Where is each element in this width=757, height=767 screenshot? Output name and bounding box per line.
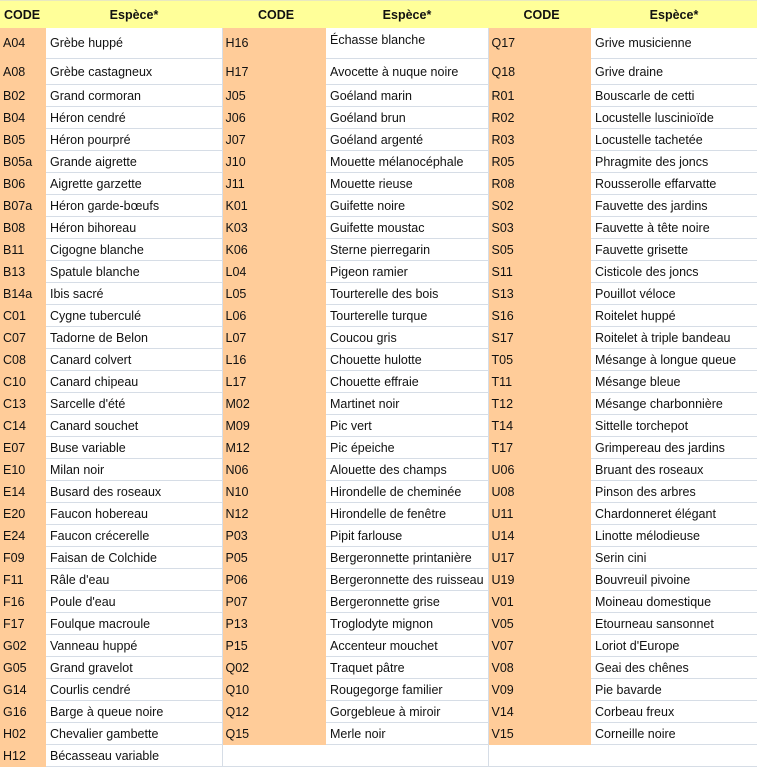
cell-code-3[interactable]: T05 <box>488 349 591 371</box>
cell-species-3[interactable]: Sittelle torchepot <box>591 415 757 437</box>
cell-species-1[interactable]: Grèbe castagneux <box>46 59 222 85</box>
cell-species-1[interactable]: Grande aigrette <box>46 151 222 173</box>
table-row <box>0 591 757 613</box>
table-row <box>0 327 757 349</box>
table-row <box>0 635 757 657</box>
table-row <box>0 459 757 481</box>
cell-species-2[interactable]: Pigeon ramier <box>326 261 488 283</box>
cell-code-2[interactable]: P15 <box>222 635 326 657</box>
cell-species-3[interactable]: Geai des chênes <box>591 657 757 679</box>
cell-code-2[interactable]: L05 <box>222 283 326 305</box>
cell-code-1[interactable]: B05a <box>0 151 46 173</box>
cell-species-3[interactable]: Fauvette à tête noire <box>591 217 757 239</box>
table-row <box>0 481 757 503</box>
cell-species-1[interactable]: Ibis sacré <box>46 283 222 305</box>
table-row <box>0 613 757 635</box>
cell-code-1[interactable]: E20 <box>0 503 46 525</box>
cell-code-1[interactable]: F09 <box>0 547 46 569</box>
cell-species-3[interactable]: Linotte mélodieuse <box>591 525 757 547</box>
cell-code-1[interactable]: H02 <box>0 723 46 745</box>
cell-code-2[interactable]: H16 <box>222 28 326 59</box>
cell-species-3[interactable]: Pinson des arbres <box>591 481 757 503</box>
table-row <box>0 393 757 415</box>
table-row <box>0 151 757 173</box>
table-row <box>0 283 757 305</box>
cell-code-2[interactable]: N06 <box>222 459 326 481</box>
cell-code-2[interactable]: J05 <box>222 85 326 107</box>
table-row <box>0 547 757 569</box>
cell-code-1[interactable]: F17 <box>0 613 46 635</box>
cell-code-3[interactable]: V14 <box>488 701 591 723</box>
cell-code-1[interactable]: F16 <box>0 591 46 613</box>
cell-species-2[interactable]: Martinet noir <box>326 393 488 415</box>
cell-code-1[interactable]: C14 <box>0 415 46 437</box>
cell-code-2[interactable]: P03 <box>222 525 326 547</box>
cell-species-1[interactable]: Héron bihoreau <box>46 217 222 239</box>
cell-species-3[interactable]: Cisticole des joncs <box>591 261 757 283</box>
cell-species-2[interactable]: Rougegorge familier <box>326 679 488 701</box>
table-row <box>0 261 757 283</box>
cell-code-1[interactable]: H12 <box>0 745 46 767</box>
cell-code-3[interactable]: U06 <box>488 459 591 481</box>
cell-code-2[interactable]: Q12 <box>222 701 326 723</box>
cell-species-1[interactable]: Cygne tuberculé <box>46 305 222 327</box>
cell-code-2[interactable]: N10 <box>222 481 326 503</box>
cell-species-2[interactable]: Pipit farlouse <box>326 525 488 547</box>
table-row <box>0 503 757 525</box>
cell-code-1[interactable]: C08 <box>0 349 46 371</box>
cell-species-3[interactable]: Bouscarle de cetti <box>591 85 757 107</box>
cell-species-3[interactable]: Mésange à longue queue <box>591 349 757 371</box>
cell-species-1[interactable]: Poule d'eau <box>46 591 222 613</box>
cell-species-1[interactable]: Barge à queue noire <box>46 701 222 723</box>
cell-code-2[interactable]: L06 <box>222 305 326 327</box>
cell-code-2[interactable]: L16 <box>222 349 326 371</box>
header-code-2[interactable]: CODE <box>222 1 326 29</box>
cell-species-2[interactable]: Hirondelle de cheminée <box>326 481 488 503</box>
table-row <box>0 305 757 327</box>
cell-species-3[interactable]: Corbeau freux <box>591 701 757 723</box>
cell-code-1[interactable]: E14 <box>0 481 46 503</box>
cell-code-3[interactable]: V09 <box>488 679 591 701</box>
table-row <box>0 525 757 547</box>
cell-species-2[interactable]: Pic épeiche <box>326 437 488 459</box>
cell-code-2[interactable]: H17 <box>222 59 326 85</box>
cell-species-3[interactable]: Chardonneret élégant <box>591 503 757 525</box>
cell-species-1[interactable]: Héron pourpré <box>46 129 222 151</box>
cell-code-1[interactable]: A08 <box>0 59 46 85</box>
cell-code-2[interactable]: P06 <box>222 569 326 591</box>
cell-species-2[interactable]: Échasse blanche <box>326 28 488 59</box>
cell-code-3[interactable]: V15 <box>488 723 591 745</box>
cell-species-3[interactable]: Loriot d'Europe <box>591 635 757 657</box>
cell-code-3[interactable]: T14 <box>488 415 591 437</box>
cell-species-1[interactable]: Grand gravelot <box>46 657 222 679</box>
cell-species-3[interactable]: Pouillot véloce <box>591 283 757 305</box>
cell-species-2[interactable]: Goéland marin <box>326 85 488 107</box>
cell-code-3[interactable]: S13 <box>488 283 591 305</box>
cell-code-3[interactable]: R05 <box>488 151 591 173</box>
cell-species-1[interactable]: Spatule blanche <box>46 261 222 283</box>
cell-code-3[interactable]: U14 <box>488 525 591 547</box>
cell-code-1[interactable]: G16 <box>0 701 46 723</box>
cell-species-1[interactable]: Courlis cendré <box>46 679 222 701</box>
header-species-3[interactable]: Espèce* <box>591 1 757 29</box>
cell-code-2[interactable]: Q15 <box>222 723 326 745</box>
cell-code-3[interactable]: U11 <box>488 503 591 525</box>
cell-species-1[interactable]: Grand cormoran <box>46 85 222 107</box>
cell-code-3[interactable]: V07 <box>488 635 591 657</box>
cell-species-1[interactable]: Faucon crécerelle <box>46 525 222 547</box>
table-row <box>0 239 757 261</box>
cell-species-1[interactable]: Faisan de Colchide <box>46 547 222 569</box>
cell-code-1[interactable]: B11 <box>0 239 46 261</box>
cell-species-2[interactable]: Avocette à nuque noire <box>326 59 488 85</box>
cell-code-2[interactable]: K01 <box>222 195 326 217</box>
cell-code-3[interactable]: S05 <box>488 239 591 261</box>
cell-species-1[interactable]: Canard chipeau <box>46 371 222 393</box>
cell-code-2[interactable]: J07 <box>222 129 326 151</box>
header-species-1[interactable]: Espèce* <box>46 1 222 29</box>
table-row <box>0 657 757 679</box>
cell-species-3[interactable]: Moineau domestique <box>591 591 757 613</box>
cell-species-1[interactable]: Sarcelle d'été <box>46 393 222 415</box>
cell-code-1[interactable]: B14a <box>0 283 46 305</box>
cell-code-2[interactable]: J10 <box>222 151 326 173</box>
cell-code-1[interactable]: G02 <box>0 635 46 657</box>
cell-species-1[interactable]: Canard souchet <box>46 415 222 437</box>
cell-species-2[interactable]: Accenteur mouchet <box>326 635 488 657</box>
cell-species-1[interactable]: Milan noir <box>46 459 222 481</box>
cell-species-2[interactable]: Troglodyte mignon <box>326 613 488 635</box>
cell-species-2[interactable]: Tourterelle des bois <box>326 283 488 305</box>
cell-code-3[interactable]: U17 <box>488 547 591 569</box>
cell-species-2[interactable]: Guifette noire <box>326 195 488 217</box>
cell-code-3[interactable] <box>488 745 591 767</box>
cell-species-2[interactable]: Alouette des champs <box>326 459 488 481</box>
cell-species-3[interactable]: Serin cini <box>591 547 757 569</box>
cell-code-1[interactable]: F11 <box>0 569 46 591</box>
cell-species-3[interactable]: Grive musicienne <box>591 28 757 59</box>
cell-code-3[interactable]: U08 <box>488 481 591 503</box>
cell-species-2[interactable]: Sterne pierregarin <box>326 239 488 261</box>
cell-code-1[interactable]: B06 <box>0 173 46 195</box>
cell-species-3[interactable]: Grimpereau des jardins <box>591 437 757 459</box>
cell-species-1[interactable]: Chevalier gambette <box>46 723 222 745</box>
cell-species-1[interactable]: Héron garde-bœufs <box>46 195 222 217</box>
cell-code-2[interactable]: M02 <box>222 393 326 415</box>
cell-species-2[interactable]: Merle noir <box>326 723 488 745</box>
cell-code-2[interactable]: K06 <box>222 239 326 261</box>
table-row <box>0 173 757 195</box>
cell-species-3[interactable] <box>591 745 757 767</box>
cell-code-1[interactable]: C01 <box>0 305 46 327</box>
cell-code-2[interactable]: L07 <box>222 327 326 349</box>
table-row <box>0 349 757 371</box>
cell-code-1[interactable]: A04 <box>0 28 46 59</box>
cell-code-1[interactable]: C13 <box>0 393 46 415</box>
cell-code-1[interactable]: E10 <box>0 459 46 481</box>
cell-code-2[interactable]: P05 <box>222 547 326 569</box>
cell-code-1[interactable]: C10 <box>0 371 46 393</box>
cell-code-1[interactable]: E24 <box>0 525 46 547</box>
cell-species-3[interactable]: Locustelle tachetée <box>591 129 757 151</box>
cell-code-2[interactable]: N12 <box>222 503 326 525</box>
cell-code-1[interactable]: B07a <box>0 195 46 217</box>
cell-code-3[interactable]: V01 <box>488 591 591 613</box>
cell-code-3[interactable]: S16 <box>488 305 591 327</box>
cell-species-1[interactable]: Aigrette garzette <box>46 173 222 195</box>
cell-species-3[interactable]: Roitelet huppé <box>591 305 757 327</box>
cell-species-2[interactable]: Mouette rieuse <box>326 173 488 195</box>
table-row <box>0 701 757 723</box>
cell-species-1[interactable]: Tadorne de Belon <box>46 327 222 349</box>
cell-code-2[interactable]: Q10 <box>222 679 326 701</box>
cell-code-3[interactable]: S02 <box>488 195 591 217</box>
cell-code-1[interactable]: B04 <box>0 107 46 129</box>
cell-species-3[interactable]: Fauvette des jardins <box>591 195 757 217</box>
cell-code-2[interactable]: M09 <box>222 415 326 437</box>
cell-species-2[interactable]: Coucou gris <box>326 327 488 349</box>
cell-species-3[interactable]: Grive draine <box>591 59 757 85</box>
cell-species-2[interactable]: Guifette moustac <box>326 217 488 239</box>
cell-code-3[interactable]: V05 <box>488 613 591 635</box>
cell-code-2[interactable]: J06 <box>222 107 326 129</box>
cell-code-3[interactable]: Q17 <box>488 28 591 59</box>
cell-species-2[interactable]: Goéland brun <box>326 107 488 129</box>
cell-code-3[interactable]: S11 <box>488 261 591 283</box>
cell-code-2[interactable]: K03 <box>222 217 326 239</box>
cell-species-3[interactable]: Mésange charbonnière <box>591 393 757 415</box>
cell-code-2[interactable]: P07 <box>222 591 326 613</box>
cell-code-3[interactable]: U19 <box>488 569 591 591</box>
cell-code-2[interactable]: Q02 <box>222 657 326 679</box>
cell-code-3[interactable]: T17 <box>488 437 591 459</box>
cell-code-1[interactable]: B08 <box>0 217 46 239</box>
table-row <box>0 371 757 393</box>
cell-code-2[interactable]: P13 <box>222 613 326 635</box>
cell-species-3[interactable]: Mésange bleue <box>591 371 757 393</box>
cell-code-3[interactable]: R03 <box>488 129 591 151</box>
table-row <box>0 415 757 437</box>
cell-code-3[interactable]: R08 <box>488 173 591 195</box>
cell-code-1[interactable]: B05 <box>0 129 46 151</box>
cell-species-1[interactable]: Buse variable <box>46 437 222 459</box>
cell-species-2[interactable]: Chouette hulotte <box>326 349 488 371</box>
cell-species-3[interactable]: Roitelet à triple bandeau <box>591 327 757 349</box>
cell-species-3[interactable]: Fauvette grisette <box>591 239 757 261</box>
cell-species-1[interactable]: Faucon hobereau <box>46 503 222 525</box>
header-species-2[interactable]: Espèce* <box>326 1 488 29</box>
cell-species-2[interactable]: Bergeronnette grise <box>326 591 488 613</box>
cell-species-2[interactable]: Gorgebleue à miroir <box>326 701 488 723</box>
table-row <box>0 85 757 107</box>
cell-code-1[interactable]: B13 <box>0 261 46 283</box>
cell-species-2[interactable]: Pic vert <box>326 415 488 437</box>
table-row <box>0 569 757 591</box>
table-row <box>0 723 757 745</box>
cell-code-2[interactable]: M12 <box>222 437 326 459</box>
cell-code-3[interactable]: S17 <box>488 327 591 349</box>
cell-species-2[interactable]: Goéland argenté <box>326 129 488 151</box>
cell-species-1[interactable]: Busard des roseaux <box>46 481 222 503</box>
table-row <box>0 217 757 239</box>
cell-species-3[interactable]: Bouvreuil pivoine <box>591 569 757 591</box>
table-row <box>0 107 757 129</box>
cell-species-1[interactable]: Canard colvert <box>46 349 222 371</box>
table-row <box>0 745 757 767</box>
cell-species-3[interactable]: Rousserolle effarvatte <box>591 173 757 195</box>
cell-code-3[interactable]: V08 <box>488 657 591 679</box>
cell-code-2[interactable]: L04 <box>222 261 326 283</box>
header-code-3[interactable]: CODE <box>488 1 591 29</box>
cell-species-1[interactable]: Bécasseau variable <box>46 745 222 767</box>
cell-species-1[interactable]: Grèbe huppé <box>46 28 222 59</box>
cell-code-3[interactable]: T11 <box>488 371 591 393</box>
cell-species-3[interactable]: Bruant des roseaux <box>591 459 757 481</box>
cell-code-2[interactable]: J11 <box>222 173 326 195</box>
table-row <box>0 28 757 59</box>
table-row <box>0 59 757 85</box>
cell-species-2[interactable] <box>326 745 488 767</box>
cell-code-1[interactable]: G05 <box>0 657 46 679</box>
table-row <box>0 679 757 701</box>
table-row <box>0 195 757 217</box>
cell-code-2[interactable] <box>222 745 326 767</box>
header-row <box>0 1 757 29</box>
cell-species-1[interactable]: Héron cendré <box>46 107 222 129</box>
cell-species-3[interactable]: Phragmite des joncs <box>591 151 757 173</box>
header-code-1[interactable]: CODE <box>0 1 46 29</box>
cell-species-2[interactable]: Traquet pâtre <box>326 657 488 679</box>
cell-code-3[interactable]: R01 <box>488 85 591 107</box>
cell-species-2[interactable]: Chouette effraie <box>326 371 488 393</box>
table-row <box>0 437 757 459</box>
cell-species-3[interactable]: Corneille noire <box>591 723 757 745</box>
cell-species-3[interactable]: Locustelle luscinioïde <box>591 107 757 129</box>
cell-code-3[interactable]: S03 <box>488 217 591 239</box>
cell-species-1[interactable]: Foulque macroule <box>46 613 222 635</box>
cell-code-1[interactable]: B02 <box>0 85 46 107</box>
cell-species-1[interactable]: Cigogne blanche <box>46 239 222 261</box>
cell-species-2[interactable]: Bergeronnette printanière <box>326 547 488 569</box>
table-row <box>0 129 757 151</box>
cell-species-3[interactable]: Pie bavarde <box>591 679 757 701</box>
cell-code-1[interactable]: C07 <box>0 327 46 349</box>
cell-code-3[interactable]: T12 <box>488 393 591 415</box>
cell-code-2[interactable]: L17 <box>222 371 326 393</box>
cell-species-2[interactable]: Mouette mélanocéphale <box>326 151 488 173</box>
cell-code-3[interactable]: R02 <box>488 107 591 129</box>
cell-species-1[interactable]: Vanneau huppé <box>46 635 222 657</box>
cell-code-3[interactable]: Q18 <box>488 59 591 85</box>
cell-species-3[interactable]: Etourneau sansonnet <box>591 613 757 635</box>
cell-species-2[interactable]: Hirondelle de fenêtre <box>326 503 488 525</box>
cell-species-2[interactable]: Bergeronnette des ruisseau <box>326 569 488 591</box>
cell-species-1[interactable]: Râle d'eau <box>46 569 222 591</box>
cell-code-1[interactable]: E07 <box>0 437 46 459</box>
cell-species-2[interactable]: Tourterelle turque <box>326 305 488 327</box>
cell-code-1[interactable]: G14 <box>0 679 46 701</box>
